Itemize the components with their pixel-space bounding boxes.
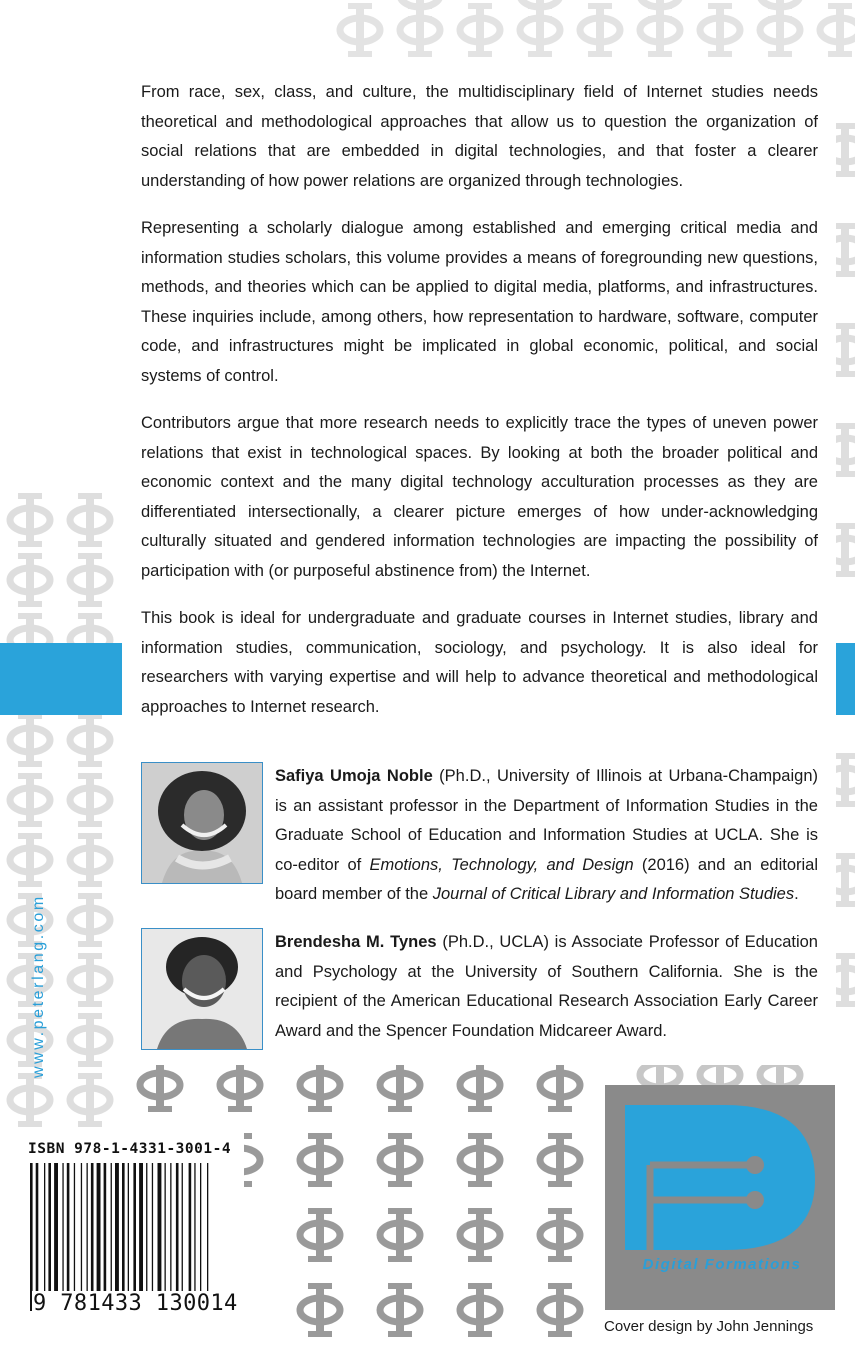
blurb-paragraph-1: From race, sex, class, and culture, the multidisciplinary field of Internet studies needs theoretical and methodological approaches that allow us to question the organization of social relations that are embedded in digital technologies, and that foster a clearer understanding of how power relations are organized through technologies. [141, 83, 818, 190]
barcode-bar [104, 1163, 107, 1311]
accent-band-left [0, 643, 122, 715]
bio-text-noble-c: . [794, 885, 799, 903]
author-bio-noble [141, 762, 818, 910]
barcode-bar [200, 1163, 201, 1311]
cover-credit: Cover design by John Jennings [604, 1318, 814, 1335]
barcode-bar [91, 1163, 94, 1311]
accent-band-right [836, 643, 855, 715]
author-photo-tynes [141, 928, 263, 1050]
barcode-bar [36, 1163, 39, 1311]
blurb [141, 78, 818, 740]
barcode-bar [207, 1163, 208, 1311]
barcode-bar [158, 1163, 162, 1311]
barcode-bar [111, 1163, 112, 1311]
barcode-bar [48, 1163, 51, 1311]
bio-text-tynes: (Ph.D., UCLA) is Associate Professor of Education and Psychology at the University of Southern California. She is the recipient of the American Educational Research Association Early Career Award and the Spencer Foundation Midcareer Award. [275, 933, 818, 1040]
author-photo-noble [141, 762, 263, 884]
barcode-bar [139, 1163, 143, 1311]
blurb-paragraph-4: This book is ideal for undergraduate and graduate courses in Internet studies, library and information studies, communication, sociology, and psychology. It is also ideal for researchers with varying expertise and will help to advance theoretical and methodological approaches to Internet research. [141, 609, 818, 716]
barcode-bar [97, 1163, 101, 1311]
barcode-bar [81, 1163, 82, 1311]
barcode-bar [189, 1163, 192, 1311]
bio-text-noble-a: (Ph.D., University of Illinois at Urbana-Champaign) is an assistant professor in the Department of Information Studies in the Graduate School of Education and Information Studies at UCLA. She is co-editor of [275, 767, 818, 874]
blurb-paragraph-2: Representing a scholarly dialogue among established and emerging critical media and information studies scholars, this volume provides a means of foregrounding new questions, methods, and theories which can be applied to digital media, platforms, and infrastructures. These inquiries include, among others, how representation to hardware, software, computer code, and infrastructures might be implicated in global economic, political, and social systems of control. [141, 219, 818, 385]
series-logo-text: Digital Formations [642, 1256, 802, 1273]
barcode-bar [54, 1163, 58, 1311]
book-title-emotions: Emotions, Technology, and Design [369, 855, 634, 874]
bio-text-noble-b: (2016) and an editorial board member of the [275, 855, 819, 903]
barcode-bar [115, 1163, 119, 1311]
blurb-paragraph-3: Contributors argue that more research needs to explicitly trace the types of uneven power relations that exist in technological spaces. By looking at both the broader political and economic context and the many digital technology acculturation processes as they are differentiated intersectionally, a clearer picture emerges of how under-acknowledging culturally situated and gendered information technologies are impacting the possibility of participation with (or purposeful abstinence from) the Internet. [141, 414, 818, 580]
barcode-bar [67, 1163, 70, 1311]
series-logo-mark [605, 1085, 835, 1310]
journal-title: Journal of Critical Library and Information Studies [432, 885, 795, 903]
author-name-noble: Safiya Umoja Noble [275, 767, 433, 785]
barcode-bar [146, 1163, 147, 1311]
barcode-bar [122, 1163, 125, 1311]
barcode-bar [194, 1163, 195, 1311]
barcode-bar [133, 1163, 136, 1311]
barcode-bar [170, 1163, 171, 1311]
barcode-bar [30, 1163, 33, 1311]
barcode-bar [165, 1163, 166, 1311]
series-logo [605, 1085, 835, 1310]
barcode-bar [152, 1163, 153, 1311]
author-name-tynes: Brendesha M. Tynes [275, 933, 437, 951]
barcode-bar [62, 1163, 63, 1311]
barcode-bar [44, 1163, 45, 1311]
publisher-url[interactable]: www.peterlang.com [30, 894, 47, 1078]
barcode-bar [74, 1163, 75, 1311]
barcode-bar [182, 1163, 183, 1311]
barcode-bar [176, 1163, 179, 1311]
isbn-label: ISBN 978-1-4331-3001-4 [28, 1141, 232, 1157]
barcode-bar [87, 1163, 88, 1311]
author-bio-tynes [141, 928, 818, 1054]
isbn-digits: 9 781433 130014 [33, 1291, 238, 1316]
barcode-bar [128, 1163, 129, 1311]
